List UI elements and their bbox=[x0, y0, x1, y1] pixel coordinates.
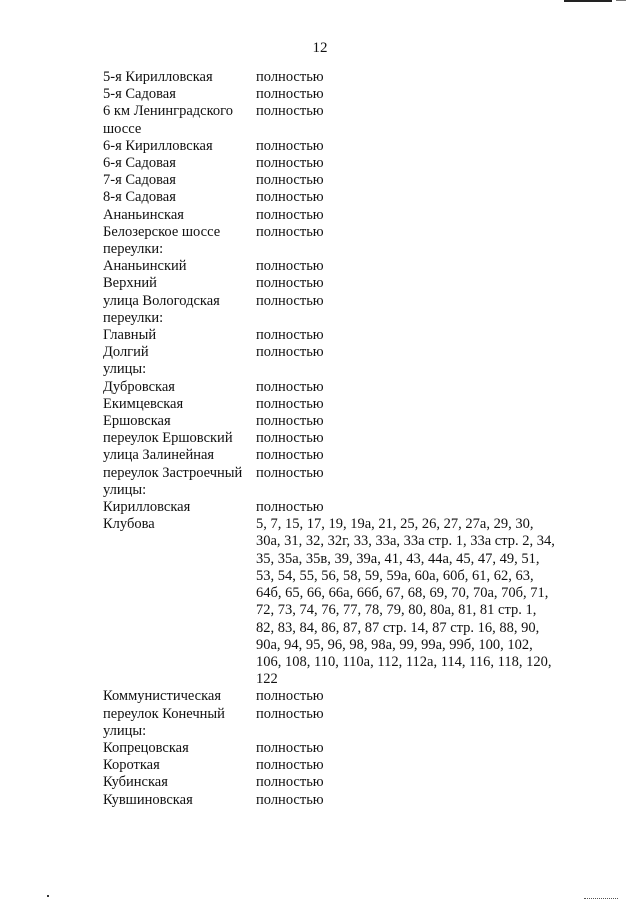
street-list bbox=[103, 69, 563, 809]
street-name: Долгий bbox=[103, 344, 149, 361]
list-row bbox=[103, 499, 563, 516]
coverage-value: полностью bbox=[256, 774, 324, 791]
street-name: Кирилловская bbox=[103, 499, 191, 516]
coverage-value: полностью bbox=[256, 258, 324, 275]
coverage-value: полностью bbox=[256, 757, 324, 774]
street-name: Ананьинский bbox=[103, 258, 187, 275]
coverage-value: полностью bbox=[256, 223, 324, 240]
list-row bbox=[103, 155, 563, 172]
street-name: 5-я Садовая bbox=[103, 86, 176, 103]
street-name: улица Вологодская bbox=[103, 292, 220, 309]
list-row bbox=[103, 516, 563, 688]
list-row bbox=[103, 723, 563, 740]
list-row bbox=[103, 688, 563, 705]
street-name: 6-я Кирилловская bbox=[103, 137, 213, 154]
coverage-value: полностью bbox=[256, 155, 324, 172]
street-name: улица Залинейная bbox=[103, 447, 215, 464]
street-name: 5-я Кирилловская bbox=[103, 69, 213, 85]
scan-mark-top-small bbox=[616, 0, 626, 3]
coverage-value: полностью bbox=[256, 206, 324, 223]
street-name: Ершовская bbox=[103, 413, 171, 430]
coverage-value: полностью bbox=[256, 464, 324, 481]
coverage-value: полностью bbox=[256, 327, 324, 344]
coverage-value: полностью bbox=[256, 292, 324, 309]
list-row bbox=[103, 293, 563, 310]
list-row bbox=[103, 258, 563, 275]
coverage-value: 5, 7, 15, 17, 19, 19а, 21, 25, 26, 27, 27а, 29, 30, 30а, 31, 32, 32г, 33, 33а, 33а стр. 1, 33а стр. 2, 34, 35, 35а, 35в, 39, 39а, 41, 43, 44а, 45, 47, 49, 51, 53, 54, 55, 56, 58, 59, 59а, 60а, 60б, 61, 62, 63, 64б, 65, 66, 66а, 66б, 67, 68, 69, 70, 70а, 70б, 71, 72, 73, 74, 76, 77, 78, 79, 80, 80а, 81, 81 стр. 1, 82, 83, 84, 86, 87, 87 стр. 14, 87 стр. 16, 88, 90, 90а, 94, 95, 96, 98, 98а, 99, 99а, 99б, 100, 102, 106, 108, 110, 110а, 112, 112а, 114, 116, 118, 120, 122 bbox=[256, 516, 555, 688]
list-row bbox=[103, 447, 563, 464]
coverage-value: полностью bbox=[256, 499, 324, 516]
street-name: переулки: bbox=[103, 241, 164, 258]
scan-mark-bottom bbox=[584, 898, 618, 899]
scan-mark-top bbox=[564, 0, 612, 5]
list-row bbox=[103, 275, 563, 292]
street-name: улицы: bbox=[103, 481, 147, 498]
coverage-value: полностью bbox=[256, 447, 324, 464]
list-row bbox=[103, 310, 563, 327]
list-row bbox=[103, 189, 563, 206]
street-name: Главный bbox=[103, 327, 157, 344]
coverage-value: полностью bbox=[256, 688, 324, 705]
street-name: улицы: bbox=[103, 722, 147, 739]
list-row bbox=[103, 465, 563, 482]
coverage-value: полностью bbox=[256, 275, 324, 292]
street-name: Дубровская bbox=[103, 378, 175, 395]
street-name: переулки: bbox=[103, 309, 164, 326]
list-row bbox=[103, 482, 563, 499]
coverage-value: полностью bbox=[256, 172, 324, 189]
list-row bbox=[103, 774, 563, 791]
list-row bbox=[103, 172, 563, 189]
coverage-value: полностью bbox=[256, 430, 324, 447]
coverage-value: полностью bbox=[256, 189, 324, 206]
coverage-value: полностью bbox=[256, 395, 324, 412]
street-name: Короткая bbox=[103, 757, 160, 774]
street-name: 7-я Садовая bbox=[103, 172, 176, 189]
list-row bbox=[103, 379, 563, 396]
coverage-value: полностью bbox=[256, 413, 324, 430]
list-row bbox=[103, 138, 563, 155]
street-name: переулок Конечный bbox=[103, 705, 225, 722]
list-row bbox=[103, 396, 563, 413]
street-name: улицы: bbox=[103, 361, 147, 378]
list-row bbox=[103, 224, 563, 241]
list-row bbox=[103, 413, 563, 430]
street-name: Екимцевская bbox=[103, 395, 184, 412]
coverage-value: полностью bbox=[256, 137, 324, 154]
street-name: Верхний bbox=[103, 275, 157, 292]
list-row bbox=[103, 103, 563, 137]
coverage-value: полностью bbox=[256, 344, 324, 361]
street-name: Белозерское шоссе bbox=[103, 223, 221, 240]
list-row bbox=[103, 706, 563, 723]
page-number: 12 bbox=[312, 40, 328, 56]
street-name: переулок Застроечный bbox=[103, 464, 243, 481]
coverage-value: полностью bbox=[256, 86, 324, 103]
list-row bbox=[103, 241, 563, 258]
coverage-value: полностью bbox=[256, 705, 324, 722]
list-row bbox=[103, 740, 563, 757]
street-name: 6 км Ленинградского шоссе bbox=[103, 103, 234, 137]
list-row bbox=[103, 344, 563, 361]
scan-mark-bottom-dot bbox=[47, 895, 49, 897]
street-name: Кубинская bbox=[103, 774, 168, 791]
street-name: 6-я Садовая bbox=[103, 155, 176, 172]
coverage-value: полностью bbox=[256, 103, 324, 120]
street-name: Коммунистическая bbox=[103, 688, 222, 705]
list-row bbox=[103, 207, 563, 224]
list-row bbox=[103, 327, 563, 344]
street-name: Копрецовская bbox=[103, 739, 189, 756]
coverage-value: полностью bbox=[256, 791, 324, 808]
list-row bbox=[103, 86, 563, 103]
street-name: переулок Ершовский bbox=[103, 430, 233, 447]
list-row bbox=[103, 361, 563, 378]
street-name: Ананьинская bbox=[103, 206, 184, 223]
street-name: Кувшиновская bbox=[103, 791, 193, 808]
street-name: Клубова bbox=[103, 516, 155, 533]
street-name: 8-я Садовая bbox=[103, 189, 176, 206]
coverage-value: полностью bbox=[256, 378, 324, 395]
list-row bbox=[103, 757, 563, 774]
list-row bbox=[103, 69, 563, 86]
list-row bbox=[103, 792, 563, 809]
coverage-value: полностью bbox=[256, 69, 324, 85]
coverage-value: полностью bbox=[256, 739, 324, 756]
list-row bbox=[103, 430, 563, 447]
